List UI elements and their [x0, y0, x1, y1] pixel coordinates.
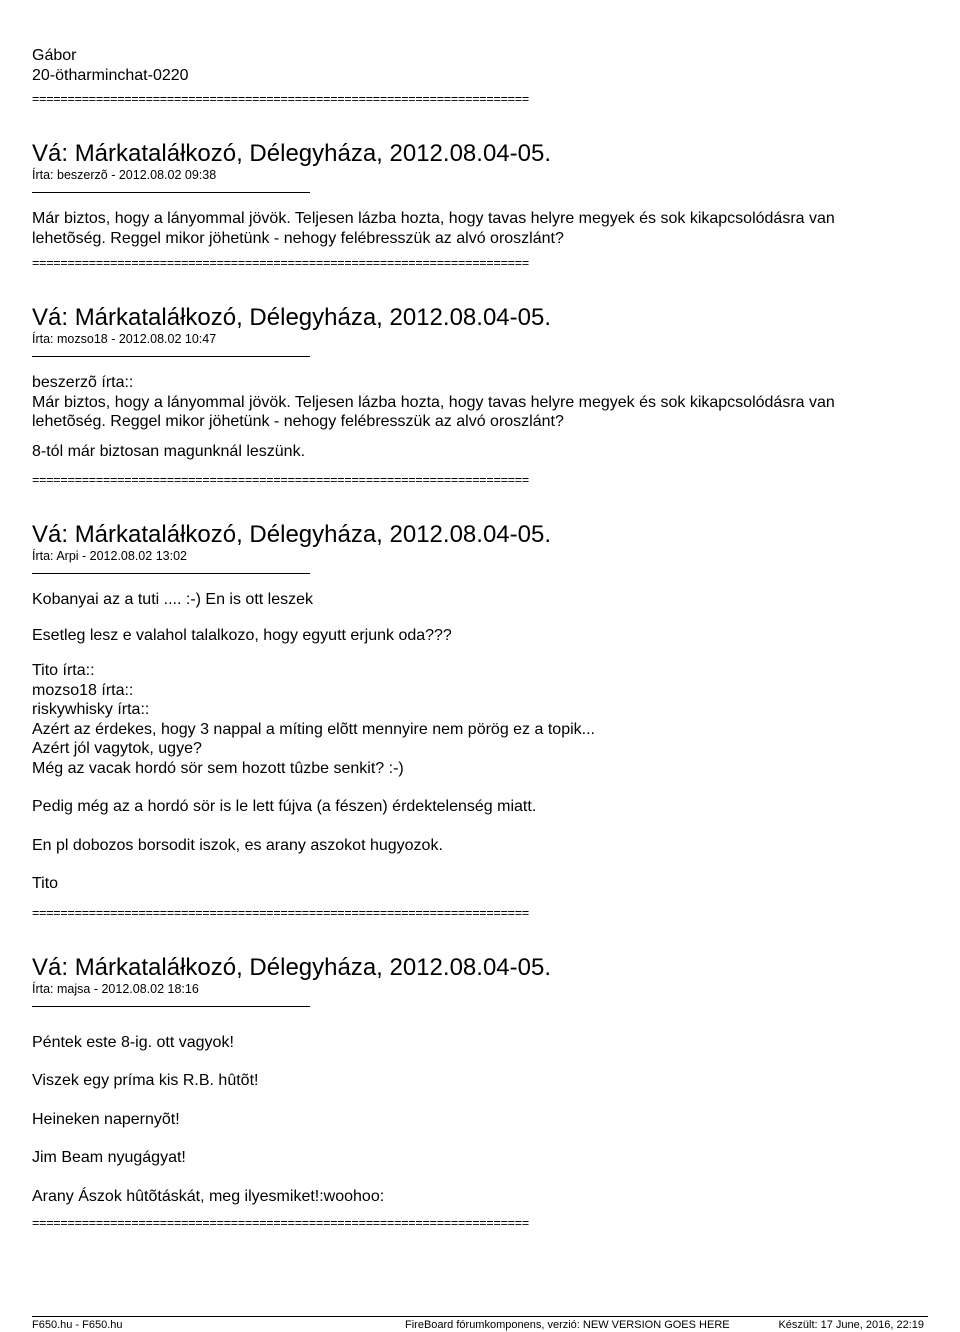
post-text: Már biztos, hogy a lányommal jövök. Teljesen lázba hozta, hogy tavas helyre megyek és sok kikapcsolódásra van lehetõség. Reggel mikor jöhetünk - nehogy felébresszük az alvó oroszlánt? [32, 210, 835, 247]
post-rule [32, 192, 310, 193]
quote-signature: Tito [32, 875, 59, 892]
post [32, 140, 912, 270]
post-text: Jim Beam nyugágyat! [32, 1149, 186, 1166]
post-text: Heineken napernyõt! [32, 1110, 180, 1128]
quote-text: Már biztos, hogy a lányommal jövök. Teljesen lázba hozta, hogy tavas helyre megyek és sok kikapcsolódásra van lehetõség. Reggel mikor jöhetünk - nehogy felébresszük az alvó oroszlánt? [32, 393, 835, 430]
post-meta: Írta: beszerzõ - 2012.08.02 09:38 [32, 168, 217, 182]
quote-header: riskywhisky írta:: [32, 701, 150, 718]
header-code: 20-ötharminchat-0220 [32, 67, 189, 84]
post-meta: Írta: mozso18 - 2012.08.02 10:47 [32, 332, 217, 346]
post-text: Péntek este 8-ig. ott vagyok! [32, 1033, 234, 1051]
post-text: Arany Ászok hûtõtáskát, meg ilyesmiket!:woohoo: [32, 1187, 385, 1205]
post-meta: Írta: Arpi - 2012.08.02 13:02 [32, 549, 187, 563]
footer-component: FireBoard fórumkomponens, verzió: NEW VERSION GOES HERE [405, 1319, 730, 1331]
post [32, 304, 912, 487]
post-title: Vá: Márkataláłkozó, Délegyháza, 2012.08.04-05. [32, 304, 551, 331]
post-text: Kobanyai az a tuti .... :-) En is ott leszek [32, 591, 314, 608]
post-text: Esetleg lesz e valahol talalkozo, hogy egyutt erjunk oda??? [32, 626, 452, 644]
post-title: Vá: Márkataláłkozó, Délegyháza, 2012.08.04-05. [32, 521, 551, 548]
footer-generated: Készült: 17 June, 2016, 22:19 [778, 1319, 924, 1331]
quote-header: mozso18 írta:: [32, 681, 134, 699]
post-text: 8-tól már biztosan magunknál leszünk. [32, 442, 306, 460]
quote-text: Azért az érdekes, hogy 3 nappal a míting elõtt mennyire nem pörög ez a topik... [32, 720, 595, 738]
quote-text: En pl dobozos borsodit iszok, es arany aszokot hugyozok. [32, 836, 443, 854]
post [32, 521, 912, 920]
separator: ====================================================================== [32, 92, 529, 106]
post-title: Vá: Márkataláłkozó, Délegyháza, 2012.08.04-05. [32, 953, 551, 981]
quote-text: Pedig még az a hordó sör is le lett fújva (a fészen) érdektelenség miatt. [32, 798, 537, 815]
footer-site: F650.hu - F650.hu [32, 1319, 123, 1331]
separator: ====================================================================== [32, 473, 529, 487]
post-rule [32, 573, 310, 574]
footer-rule [32, 1316, 928, 1317]
post-meta: Írta: majsa - 2012.08.02 18:16 [32, 981, 199, 996]
post-text: Viszek egy príma kis R.B. hûtõt! [32, 1072, 259, 1089]
quote-text: Azért jól vagytok, ugye? [32, 740, 202, 757]
post-title: Vá: Márkataláłkozó, Délegyháza, 2012.08.04-05. [32, 140, 551, 167]
post [32, 954, 912, 1231]
separator: ====================================================================== [32, 1216, 529, 1230]
quote-header: beszerzõ írta:: [32, 374, 134, 391]
forum-export-page [32, 46, 912, 1230]
quote-text: Még az vacak hordó sör sem hozott tûzbe senkit? :-) [32, 759, 404, 777]
header-author: Gábor [32, 47, 77, 64]
separator: ====================================================================== [32, 905, 529, 920]
post-rule [32, 356, 310, 357]
quote-header: Tito írta:: [32, 662, 95, 679]
separator: ====================================================================== [32, 256, 529, 270]
post-rule [32, 1006, 310, 1007]
